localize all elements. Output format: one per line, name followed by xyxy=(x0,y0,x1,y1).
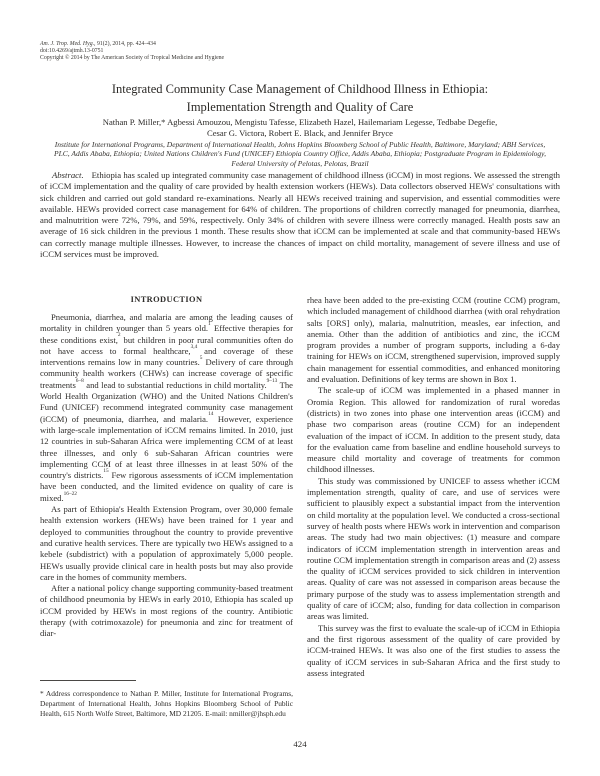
abstract-text: Ethiopia has scaled up integrated community case management of childhood illness (iCCM) in most regions. We assessed the strength of iCCM implementation and the quality of care provided by health extension workers (HEWs). Data collectors observed HEWs' consultations with sick children and carried out gold standard re-examinations. Nearly all HEWs received training and supervision, and essential commodities were available. HEWs provided correct case management for 64% of children. The proportions of children correctly managed for pneumonia, diarrhea, and malnutrition were 72%, 79%, and 59%, respectively. Only 34% of children with severe illness were correctly managed. Health posts saw an average of 16 sick children in the previous 1 month. These results show that iCCM can be implemented at scale and that community-based HEWs can correctly manage multiple illnesses. However, to increase the chances of impact on child mortality, management of severe illness and use of iCCM services must be improved. xyxy=(40,170,560,260)
paragraph: The scale-up of iCCM was implemented in a phased manner in Oromia Region. This allowed for randomization of rural woredas (districts) in two zones into phase one intervention areas (iCCM) and phase two comparison areas (routine CCM) for an independent evaluation of the impact of iCCM. In addition to the present study, data for the evaluation came from baseline and endline household surveys to measure child mortality and coverage of treatments for common childhood illnesses. xyxy=(307,385,560,475)
footnote-divider xyxy=(40,680,136,681)
reference-superscript: 1 xyxy=(208,321,211,328)
paragraph: After a national policy change supporting community-based treatment of childhood pneumonia by HEWs in early 2010, Ethiopia has scaled up iCCM provided by HEWs in most regions of the country. Antibiotic therapy (with cotrimoxazole) for pneumonia and zinc for treatment of diar- xyxy=(40,583,293,639)
author-list-line1: Nathan P. Miller,* Agbessi Amouzou, Mengistu Tafesse, Elizabeth Hazel, Hailemariam Legesse, Tedbabe Degefie, xyxy=(102,117,498,127)
right-column xyxy=(307,295,560,679)
reference-superscript: 16–22 xyxy=(63,490,77,497)
article-title xyxy=(0,81,600,116)
paragraph: Pneumonia, diarrhea, and malaria are among the leading causes of mortality in children younger than 5 years old.$^1$ Effective therapies for these conditions exist,$^2$ but children in poor rural communities often do not have access to formal healthcare,$^{3,4}$ and coverage of these interventions remains low in many countries.$^5$ Delivery of care through community health workers (CHWs) can increase coverage of specific treatments$^{6-8}$ and lead to substantial reductions in child mortality.$^{9-13}$ The World Health Organization (WHO) and the United Nations Children's Fund (UNICEF) recommend integrated community case management (iCCM) of pneumonia, diarrhea, and malaria.$^{14}$ However, experience with large-scale implementation of iCCM remains limited. In 2010, just 12 countries in sub-Saharan Africa were implementing CCM of at least three illnesses, and only 6 sub-Saharan African countries were implementing CCM of at least three illnesses in at least 50% of the country's districts.$^{15}$ Few rigorous assessments of iCCM implementation have been conducted, and the limited evidence on quality of care is mixed.$^{16-22}$ xyxy=(40,312,294,503)
reference-superscript: 2 xyxy=(117,332,121,339)
body-columns xyxy=(40,295,560,679)
footnote-text: * Address correspondence to Nathan P. Miller, Institute for International Programs, Department of International Health, Johns Hopkins Bloomberg School of Public Health, 615 North Wolfe Street, Baltimore, MD 21205. E-mail: nmiller@jhsph.edu xyxy=(40,689,293,718)
reference-superscript: 3,4 xyxy=(190,343,198,350)
journal-header xyxy=(40,41,224,62)
article-title-line2: Implementation Strength and Quality of Care xyxy=(186,99,414,114)
paragraph: rhea have been added to the pre-existing CCM (routine CCM) program, which included management of childhood diarrhea (with oral rehydration salts [ORS] only), malaria, malnutrition, measles, ear infection, and anemia. Other than the addition of antibiotics and zinc, the iCCM program provides a number of program supports, including a 6-day training for HEWs on iCCM, strengthened supervision, improved supply chain management for essential commodities, and enhanced monitoring and evaluation. Definitions of key terms are shown in Box 1. xyxy=(307,295,560,385)
left-column xyxy=(40,295,293,679)
paragraph: This survey was the first to evaluate the scale-up of iCCM in Ethiopia and the first rigorous assessment of the quality of care provided by iCCM-trained HEWs. It was also one of the first studies to assess the quality of iCCM services in sub-Saharan Africa and the first study to assess integrated xyxy=(307,622,560,678)
reference-superscript: 14 xyxy=(208,411,214,418)
left-column-paragraphs xyxy=(40,312,293,640)
right-column-paragraphs xyxy=(307,295,560,679)
correspondence-footnote xyxy=(40,680,293,719)
abstract-label: Abstract. xyxy=(52,170,84,180)
article-title-line1: Integrated Community Case Management of Childhood Illness in Ethiopia: xyxy=(111,82,489,96)
affiliations: Institute for International Programs, Department of International Health, Johns Hopkins Bloomberg School of Public Health, Baltimore, Maryland; ABH Services, PLC, Addis Ababa, Ethiopia; United Nations Children's Fund (UNICEF) Ethiopia Country Office, Addis Ababa, Ethiopia; Postgraduate Program in Epidemiology, Federal University of Pelotas, Pelotas, Brazil xyxy=(54,140,546,168)
page-number: 424 xyxy=(293,739,307,749)
section-heading-introduction: INTRODUCTION xyxy=(130,295,203,304)
copyright-line: Copyright © 2014 by The American Society of Tropical Medicine and Hygiene xyxy=(40,55,225,61)
author-list xyxy=(30,117,570,139)
journal-name: Am. J. Trop. Med. Hyg., xyxy=(40,41,96,47)
journal-citation-line xyxy=(40,41,224,48)
abstract xyxy=(40,170,560,260)
doi-line: doi:10.4269/ajtmh.13-0751 xyxy=(40,48,104,54)
reference-superscript: 15 xyxy=(103,467,109,474)
paragraph: This study was commissioned by UNICEF to assess whether iCCM implementation strength, quality of care, and use of services were sufficient to plausibly expect a substantial impact from the intervention on child mortality at the population level. We conducted a cross-sectional survey of health posts where HEWs work in intervention and comparison areas. The study had two main objectives: (1) measure and compare indicators of iCCM implementation strength in intervention areas and routine CCM implementation strength in comparison areas and (2) assess the quality of iCCM services provided to sick children in intervention areas. Quality of care was not assessed in comparison areas because the primary purpose of the study was to assess implementation strength and quality of care of iCCM; also, funding for data collection in comparison areas was limited. xyxy=(307,475,560,622)
reference-superscript: 5 xyxy=(199,354,203,361)
journal-issue-pages: 91(2), 2014, pp. 424–434 xyxy=(95,41,156,47)
reference-superscript: 9–13 xyxy=(266,377,278,384)
paragraph: As part of Ethiopia's Health Extension Program, over 30,000 female health extension workers (HEWs) have been trained for 1 year and deployed to communities throughout the country to provide preventive and curative health services. There are typically two HEWs assigned to a kebele (subdistrict) with a population of approximately 5,000 people. HEWs usually provide clinical care in health posts but may also provide care in the homes of community members. xyxy=(40,504,293,582)
reference-superscript: 6–8 xyxy=(75,377,84,384)
author-list-line2: Cesar G. Victora, Robert E. Black, and Jennifer Bryce xyxy=(207,128,393,138)
